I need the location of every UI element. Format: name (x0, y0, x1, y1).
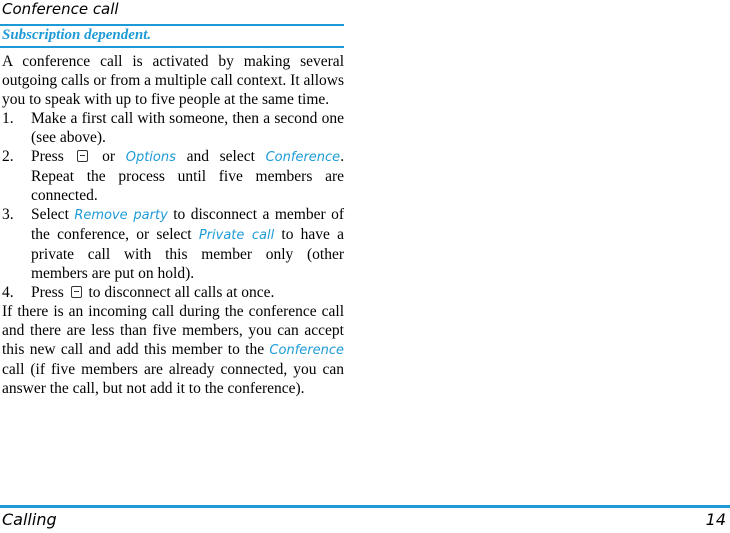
step-number: 3. (2, 206, 14, 223)
step-text: to disconnect a member of the conference, or select (31, 206, 345, 243)
steps-list (2, 109, 344, 302)
step-text: Make a first call with someone, then a second one (see above). (31, 110, 344, 146)
step-number: 2. (2, 148, 14, 165)
page-number: 14 (705, 510, 726, 529)
step-text: or (102, 148, 116, 165)
step-item (2, 205, 344, 283)
closing-text: If there is an incoming call during the conference call and there are less than five members, you can accept this new call and add this member to the (2, 303, 344, 358)
menu-key-icon (77, 150, 88, 162)
section-title: Conference call (2, 0, 119, 18)
end-call-key-icon (71, 286, 82, 298)
step-item (2, 147, 344, 205)
private-call-menu-label: Private call (198, 228, 275, 243)
remove-party-menu-label: Remove party (74, 208, 168, 223)
step-text: Press (31, 284, 64, 301)
step-number: 4. (2, 284, 14, 301)
intro-paragraph: A conference call is activated by making several outgoing calls or from a multiple call context. It allows you to speak with up to five people at the same time. (2, 53, 344, 108)
step-text: and select (186, 148, 255, 165)
subtitle: Subscription dependent. (2, 27, 152, 43)
footer-rule (0, 505, 730, 508)
step-text: to disconnect all calls at once. (88, 284, 275, 301)
step-text: Select (31, 206, 69, 223)
subtitle-band (0, 24, 344, 48)
step-text: to have a private call with this member only (other members are put on hold). (31, 226, 345, 282)
closing-paragraph (2, 302, 344, 398)
conference-menu-label: Conference (265, 150, 341, 165)
footer-chapter: Calling (2, 510, 57, 529)
step-number: 1. (2, 110, 14, 127)
options-menu-label: Options (125, 150, 176, 165)
step-item (2, 109, 344, 147)
step-text: Press (31, 148, 64, 165)
body-content (2, 52, 344, 398)
step-text: . Repeat the process until five members are connected. (31, 148, 345, 204)
closing-text: call (if five members are already connected, you can answer the call, but not add it to the conference). (2, 361, 344, 397)
step-item (2, 283, 344, 302)
conference-menu-label: Conference (269, 343, 344, 358)
